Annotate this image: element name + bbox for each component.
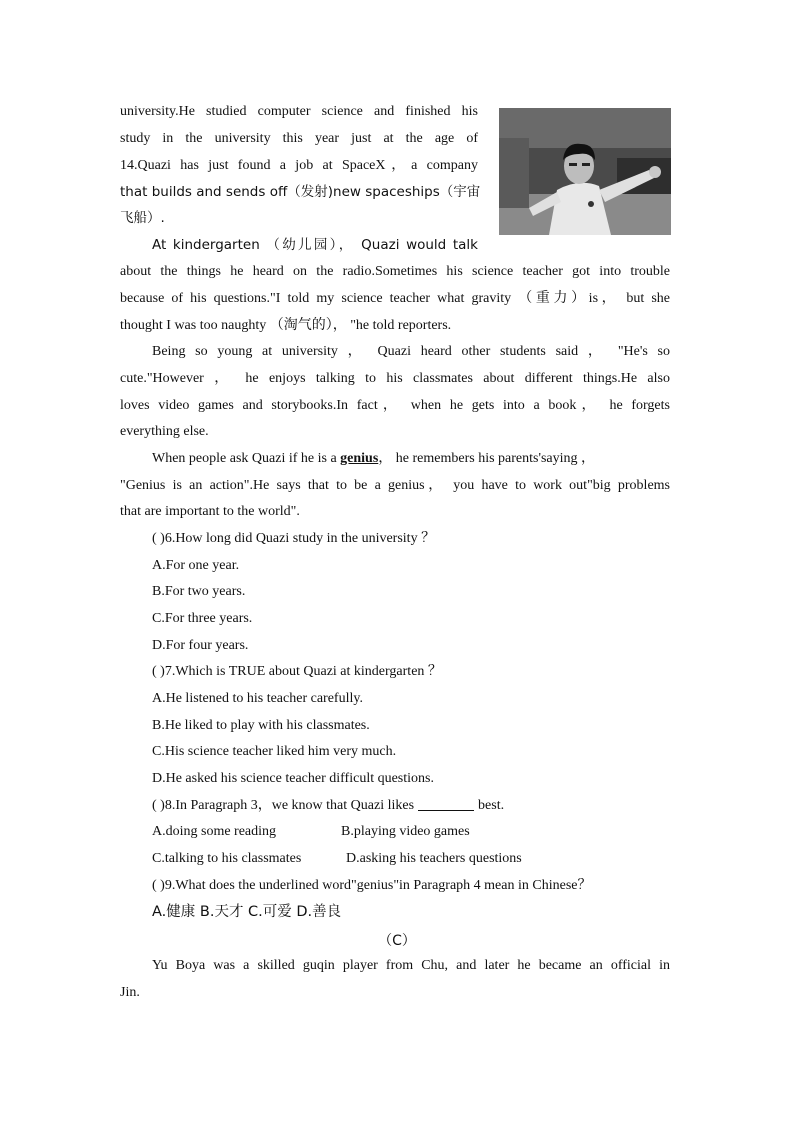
question-8-text-end: best. — [478, 798, 505, 813]
paragraph-1-line-1: university.He studied computer science and finished his — [120, 104, 478, 119]
section-c-line-1: Yu Boya was a skilled guqin player from Chu, and later he became an official in — [152, 958, 670, 973]
paragraph-3-line-4: everything else. — [120, 424, 209, 439]
underlined-word-genius: genius — [340, 451, 379, 466]
paragraph-3-line-2: cute."However ， he enjoys talking to his classmates about different things.He also — [120, 371, 670, 386]
paragraph-4-line-1 — [152, 449, 595, 469]
paragraph-4-line-3: that are important to the world". — [120, 504, 300, 519]
question-8-option-c: C.talking to his classmates — [152, 851, 302, 866]
question-8-option-a: A.doing some reading — [152, 824, 277, 839]
photo-of-boy — [499, 108, 671, 235]
question-7-option-d: D.He asked his science teacher difficult questions. — [152, 771, 434, 786]
question-7: ( )7.Which is TRUE about Quazi at kindergarten ？ — [152, 664, 442, 679]
question-8-option-b: B.playing video games — [341, 824, 470, 839]
photo-image — [499, 108, 671, 235]
paragraph-4-line-2: "Genius is an action".He says that to be a genius， you have to work out"big problems — [120, 478, 670, 493]
paragraph-3-line-1: Being so young at university ， Quazi heard other students said ， "He's so — [152, 344, 670, 359]
question-7-option-c: C.His science teacher liked him very much. — [152, 744, 397, 759]
paragraph-1-line-3: 14.Quazi has just found a job at SpaceX，a company — [120, 158, 478, 173]
question-9: ( )9.What does the underlined word"genius"in Paragraph 4 mean in Chinese？ — [152, 878, 592, 893]
paragraph-2-line-2: about the things he heard on the radio.Sometimes his science teacher got into trouble — [120, 264, 670, 279]
paragraph-2-line-4: thought I was too naughty （淘气的）， "he told reporters. — [120, 318, 452, 333]
question-6-option-b: B.For two years. — [152, 584, 246, 599]
question-7-option-b: B.He liked to play with his classmates. — [152, 718, 370, 733]
question-6: ( )6.How long did Quazi study in the university ？ — [152, 531, 436, 546]
question-6-option-d: D.For four years. — [152, 638, 249, 653]
question-8-text: ( )8.In Paragraph 3，we know that Quazi likes — [152, 798, 415, 813]
paragraph-1-line-4: that builds and sends off（发射)new spaceships（宇宙 — [120, 184, 481, 200]
paragraph-4-text-post: ， he remembers his parents'saying ， — [378, 451, 596, 466]
question-8-option-d: D.asking his teachers questions — [346, 851, 522, 866]
section-c-line-2: Jin. — [120, 985, 140, 1000]
paragraph-2-line-1: At kindergarten （幼儿园）， Quazi would talk — [152, 237, 478, 253]
question-9-options: A.健康 B.天才 C.可爱 D.善良 — [152, 904, 342, 920]
paragraph-2-line-3: because of his questions."I told my science teacher what gravity （重力）is， but she — [120, 291, 670, 306]
paragraph-4-text-pre: When people ask Quazi if he is a — [152, 451, 341, 466]
paragraph-1-line-2: study in the university this year just at the age of — [120, 131, 478, 146]
question-8 — [152, 796, 504, 816]
question-7-option-a: A.He listened to his teacher carefully. — [152, 691, 363, 706]
paragraph-1-line-5: 飞船）. — [120, 210, 165, 226]
question-6-option-c: C.For three years. — [152, 611, 253, 626]
answer-blank — [418, 796, 474, 811]
paragraph-3-line-3: loves video games and storybooks.In fact， when he gets into a book， he forgets — [120, 398, 670, 413]
section-c-heading: （C） — [378, 933, 416, 949]
question-6-option-a: A.For one year. — [152, 558, 240, 573]
